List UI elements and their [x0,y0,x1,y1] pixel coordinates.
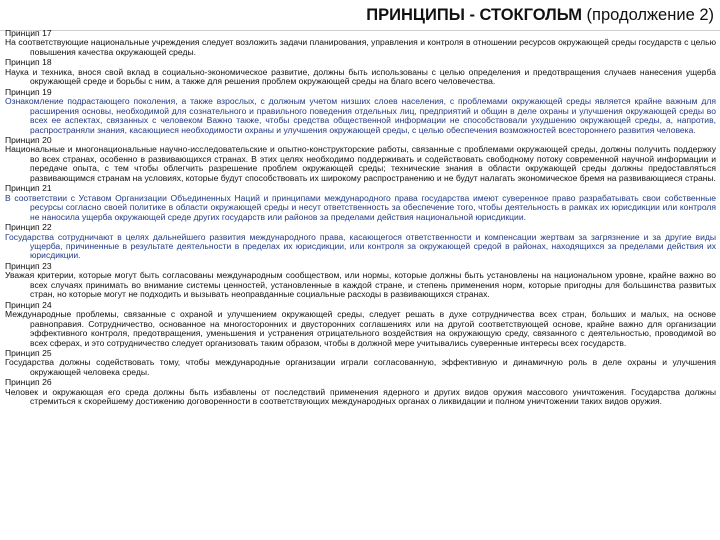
slide-title [366,6,714,25]
principle-21 [5,184,716,222]
principle-text: На соответствующие национальные учреждения следует возложить задачи планирования, управления и контроля в отношении ресурсов окружающей среды государств с целью повышения качества окружающей среды. [5,37,716,57]
principles-list [5,29,716,408]
principle-label: Принцип 19 [5,86,52,97]
principle-19 [5,88,716,135]
principle-17 [5,29,716,57]
principle-label: Принцип 20 [5,134,52,145]
principle-label: Принцип 26 [5,377,52,388]
principle-text: Государства сотрудничают в целях дальнейшего развития международного права, касающегося ответственности и компенсации жертвам за загрязнение и за другие виды ущерба, причиненные в результате деятельности в пределах их юрисдикции, или контроля за окружающей средой в районах, находящихся за пределами действия их юрисдикции. [5,231,716,261]
principle-23 [5,262,716,300]
principle-text: Международные проблемы, связанные с охраной и улучшением окружающей среды, следует решать в духе сотрудничества всех стран, больших и малых, на основе равноправия. Сотрудничество, основанное на многосторонних и двусторонних соглашениях или на другой соответствующей основе, крайне важно для организации эффективного контроля, предотвращения, уменьшения и устранения отрицательного воздействия на окружающую среду, связанного с деятельностью, проводимой во всех сферах, и это сотрудничество следует организовать таким образом, чтобы в должной мере учитывались суверенные интересы всех государств. [5,309,716,348]
slide-title-suffix: (продолжение 2) [586,6,714,24]
principle-18 [5,58,716,86]
principle-label: Принцип 25 [5,347,52,358]
principle-text: Уважая критерии, которые могут быть согласованы международным сообществом, или нормы, которые должны быть установлены на национальном уровне, крайне важно во всех случаях принимать во внимание системы ценностей, установленные в каждой стране, и степень применения норм, которые пригодны для большинства развитых стран, но которые могут не подходить и вызывать неоправданные социальные расходы в развивающихся странах. [5,270,716,300]
principle-label: Принцип 17 [5,28,52,38]
principle-text: В соответствии с Уставом Организации Объединенных Наций и принципами международного права государства имеют суверенное право разрабатывать свои собственные ресурсы согласно своей политике в области окружающей среды и несут ответственность за обеспечение того, чтобы деятельность в рамках их юрисдикции или контроля не наносила ущерба окружающей среде других государств или районов за пределами действия национальной юрисдикции. [5,192,716,222]
principle-text: Государства должны содействовать тому, чтобы международные организации играли согласованную, эффективную и динамичную роль в деле охраны и улучшения окружающей человека среды. [5,357,716,377]
principle-label: Принцип 22 [5,222,52,233]
principle-25 [5,349,716,377]
principle-text: Национальные и многонациональные научно-исследовательские и опытно-конструкторские работы, связанные с проблемами окружающей среды, должны получить поддержку во всех странах, особенно в развивающихся странах. В этих целях необходимо поддерживать и содействовать свободному потоку современной научной информации и передаче опыта, с тем чтобы облегчить разрешение проблем окружающей среды; технические знания в области окружающей среды должны предоставляться развивающимся странам на условиях, которые будут способствовать их широкому распространению и не будут налагать экономическое бремя на развивающиеся страны. [5,144,716,183]
slide-title-main: ПРИНЦИПЫ - СТОКГОЛЬМ [366,6,582,24]
principle-text: Наука и техника, внося свой вклад в социально-экономическое развитие, должны быть использованы с целью определения и предотвращения случаев нанесения ущерба окружающей среде и борьбы с ним, а также для решения проблем окружающей среды на благо всего человечества. [5,66,716,87]
principle-20 [5,136,716,183]
principle-text: Ознакомление подрастающего поколения, а также взрослых, с должным учетом низших слоев населения, с проблемами окружающей среды является крайне важным для расширения основы, необходимой для сознательного и правильного поведения отдельных лиц, предприятий и общин в деле охраны и улучшения окружающей среды во всех ее аспектах, связанных с человеком Важно также, чтобы средства общественной информации не способствовали ухудшению окружающей среды, а, напротив, распространяли знания, касающиеся необходимости охраны и улучшения окружающей среды, с целью обеспечения возможностей всестороннего развития человека. [5,96,716,135]
principle-26 [5,378,716,406]
principle-label: Принцип 23 [5,260,52,271]
principle-label: Принцип 24 [5,299,52,310]
principle-label: Принцип 18 [5,57,52,68]
principle-24 [5,301,716,348]
principle-text: Человек и окружающая его среда должны быть избавлены от последствий применения ядерного и других видов оружия массового уничтожения. Государства должны стремиться к скорейшему достижению договоренности в соответствующих международных органах о ликвидации и полном уничтожении таких видов оружия. [5,386,716,407]
principle-22 [5,223,716,261]
principle-label: Принцип 21 [5,183,52,194]
title-bar [0,0,720,31]
